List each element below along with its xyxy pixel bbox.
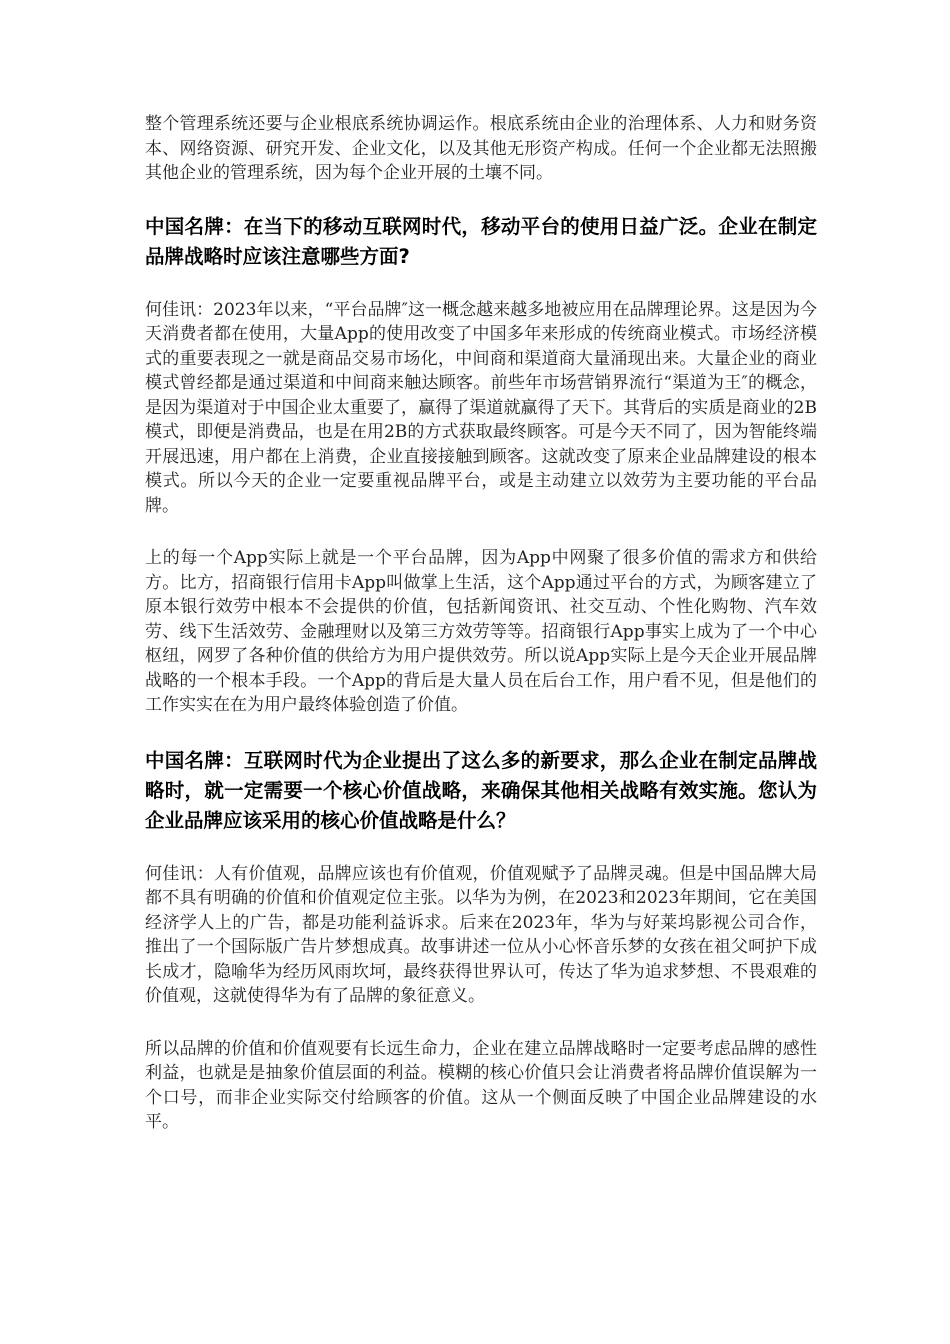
answer-2-paragraph-1: 何佳讯：人有价值观，品牌应该也有价值观，价值观赋予了品牌灵魂。但是中国品牌大局都不具有明确的价值和价值观定位主张。以华为为例，在2023和2023年期间，它在美国经济学人上的广告，都是功能利益诉求。后来在2023年，华为与好莱坞影视公司合作，推出了一个国际版广告片梦想成真。故事讲述一位从小心怀音乐梦的女孩在祖父呵护下成长成才，隐喻华为经历风雨坎坷，最终获得世界认可，传达了华为追求梦想、不畏艰难的价值观，这就使得华为有了品牌的象征意义。 <box>145 863 817 1006</box>
answer-1-paragraph-1: 何佳讯：2023年以来，“平台品牌″这一概念越来越多地被应用在品牌理论界。这是因为今天消费者都在使用，大量App的使用改变了中国多年来形成的传统商业模式。市场经济模式的重要表现之一就是商品交易市场化，中间商和渠道商大量涌现出来。大量企业的商业模式曾经都是通过渠道和中间商来触达顾客。前些年市场营销界流行“渠道为王″的概念，是因为渠道对于中国企业太重要了，赢得了渠道就赢得了天下。其背后的实质是商业的2B模式，即便是消费品，也是在用2B的方式获取最终顾客。可是今天不同了，因为智能终端开展迅速，用户都在上消费，企业直接接触到顾客。这就改变了原来企业品牌建设的根本模式。所以今天的企业一定要重视品牌平台，或是主动建立以效劳为主要功能的平台品牌。 <box>145 299 817 516</box>
document-page <box>145 112 817 1163</box>
question-heading-2: 中国名牌：互联网时代为企业提出了这么多的新要求，那么企业在制定品牌战略时，就一定需要一个核心价值战略，来确保其他相关战略有效实施。您认为企业品牌应该采用的核心价值战略是什么？ <box>145 748 817 832</box>
question-heading-1: 中国名牌：在当下的移动互联网时代，移动平台的使用日益广泛。企业在制定品牌战略时应该注意哪些方面? <box>145 214 817 268</box>
intro-paragraph: 整个管理系统还要与企业根底系统协调运作。根底系统由企业的治理体系、人力和财务资本、网络资源、研究开发、企业文化，以及其他无形资产构成。任何一个企业都无法照搬其他企业的管理系统，因为每个企业开展的土壤不同。 <box>145 114 817 183</box>
answer-2-paragraph-2: 所以品牌的价值和价值观要有长远生命力，企业在建立品牌战略时一定要考虑品牌的感性利益，也就是是抽象价值层面的利益。模糊的核心价值只会让消费者将品牌价值误解为一个口号，而非企业实际交付给顾客的价值。这从一个侧面反映了中国企业品牌建设的水平。 <box>145 1038 817 1132</box>
answer-1-paragraph-2: 上的每一个App实际上就是一个平台品牌，因为App中网聚了很多价值的需求方和供给方。比方，招商银行信用卡App叫做掌上生活，这个App通过平台的方式，为顾客建立了原本银行效劳中根本不会提供的价值，包括新闻资讯、社交互动、个性化购物、汽车效劳、线下生活效劳、金融理财以及第三方效劳等等。招商银行App事实上成为了一个中心枢纽，网罗了各种价值的供给方为用户提供效劳。所以说App实际上是今天企业开展品牌战略的一个根本手段。一个App的背后是大量人员在后台工作，用户看不见，但是他们的工作实实在在为用户最终体验创造了价值。 <box>145 548 817 715</box>
